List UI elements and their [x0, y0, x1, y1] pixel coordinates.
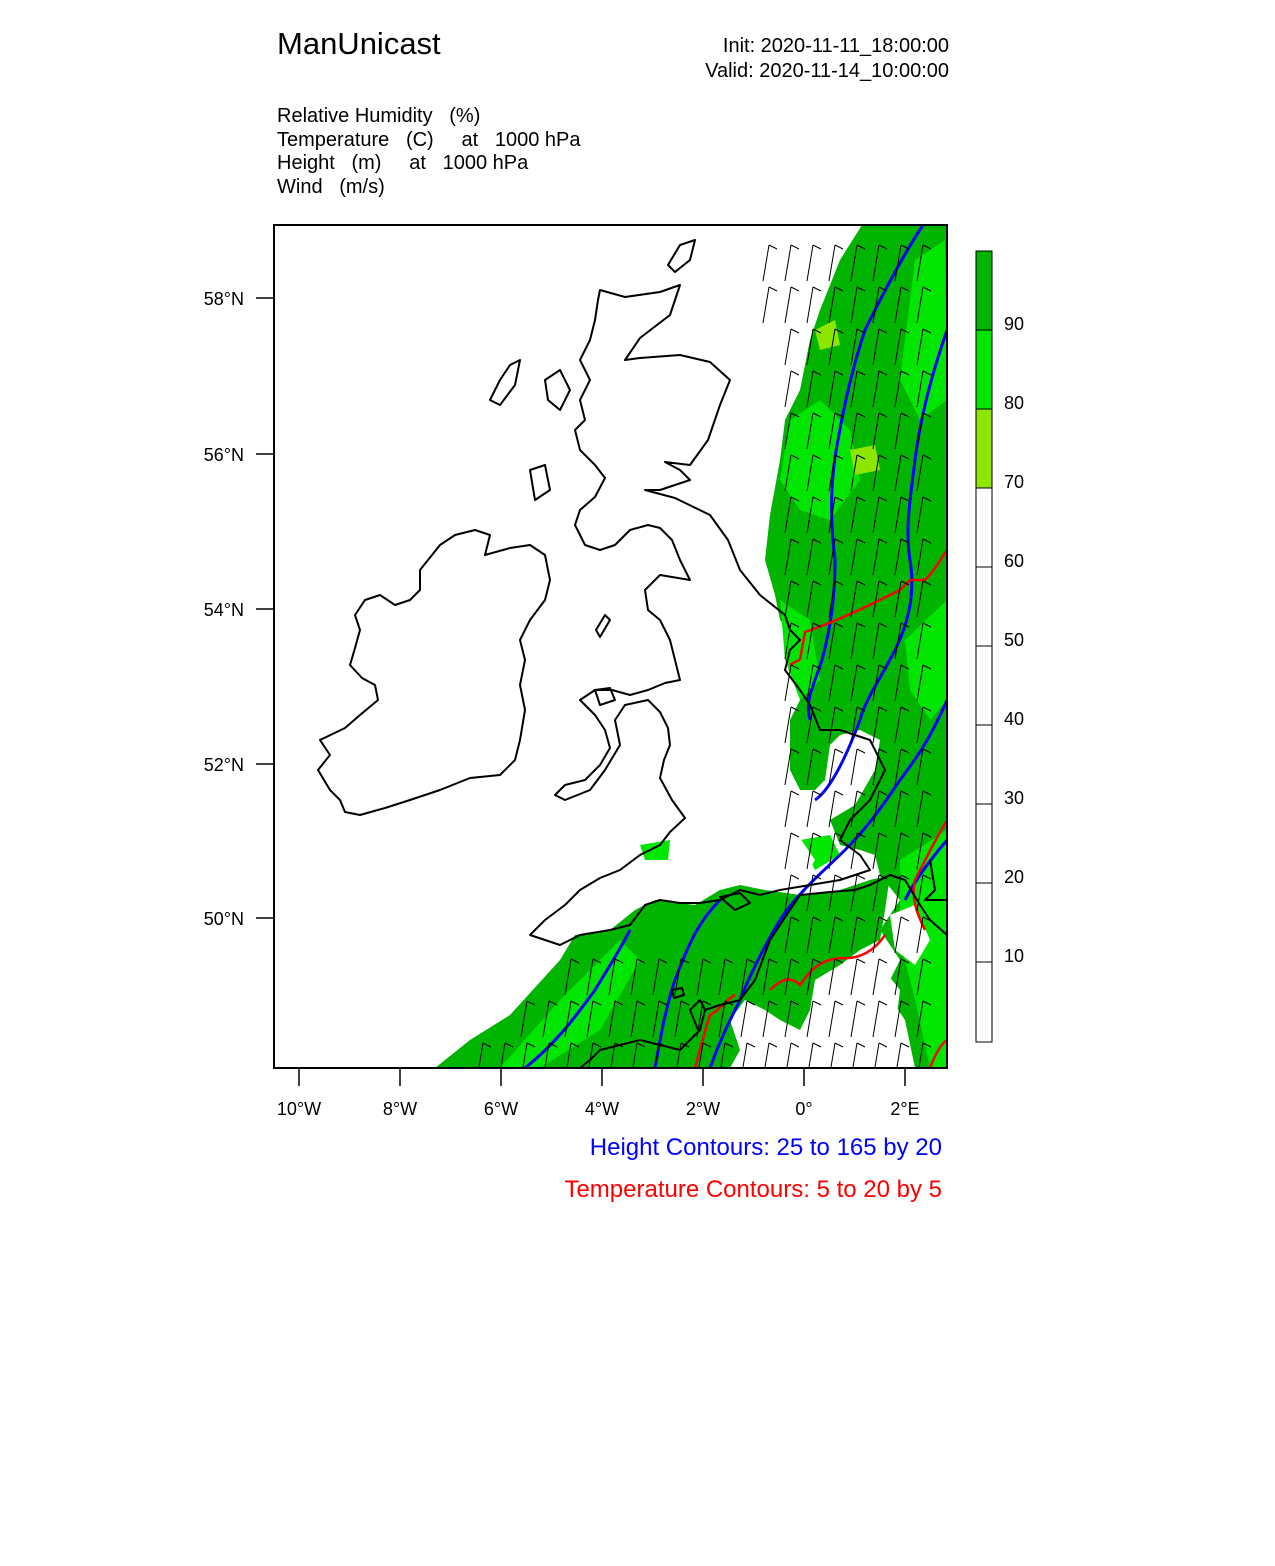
lat-tick-54n: 54°N	[203, 600, 244, 620]
wind-barb	[785, 1043, 799, 1079]
lat-tick-50n: 50°N	[203, 909, 244, 929]
wind-barb	[741, 1001, 755, 1037]
lon-tick-8w: 8°W	[382, 1099, 418, 1119]
wind-barb	[785, 329, 799, 365]
wind-barb	[785, 245, 799, 281]
init-time: Init: 2020-11-11_18:00:00	[722, 35, 949, 57]
wind-barb	[829, 1001, 843, 1037]
colorbar-labels	[1004, 314, 1024, 966]
colorbar-label-70: 70	[1004, 472, 1025, 492]
wind-barb	[763, 245, 777, 281]
field-height: Height (m) at 1000 hPa	[277, 152, 529, 174]
colorbar-label-60: 60	[1004, 551, 1025, 571]
ireland-coast	[318, 530, 550, 815]
rh-fill-90-south	[435, 875, 890, 1068]
field-rh: Relative Humidity (%)	[277, 105, 481, 127]
field-wind: Wind (m/s)	[277, 175, 385, 198]
lon-tick-2e: 2°E	[890, 1099, 920, 1119]
wind-barb	[785, 287, 799, 323]
lon-tick-2w: 2°W	[685, 1099, 721, 1119]
temperature-contour-legend: Temperature Contours: 5 to 20 by 5	[564, 1176, 942, 1203]
colorbar-bin-90plus	[976, 251, 992, 330]
wind-barb	[851, 1043, 865, 1079]
height-contour-legend: Height Contours: 25 to 165 by 20	[589, 1134, 942, 1161]
wind-barb	[785, 791, 799, 827]
valid-time: Valid: 2020-11-14_10:00:00	[705, 60, 949, 82]
rh-fill-80-h	[640, 840, 670, 860]
colorbar-label-30: 30	[1004, 788, 1025, 808]
colorbar-label-40: 40	[1004, 709, 1025, 729]
lon-axis	[299, 1068, 905, 1086]
orkney-coast	[668, 240, 695, 272]
hebrides-coast	[490, 360, 520, 405]
lon-tick-10w: 10°W	[276, 1099, 322, 1119]
wind-barb	[851, 749, 865, 785]
colorbar-label-50: 50	[1004, 630, 1025, 650]
lat-axis	[256, 298, 274, 918]
lat-tick-labels	[204, 289, 244, 929]
field-temperature: Temperature (C) at 1000 hPa	[277, 128, 581, 151]
wind-barb	[763, 1043, 777, 1079]
colorbar-bin-70-80	[976, 409, 992, 488]
lon-tick-6w: 6°W	[483, 1099, 519, 1119]
colorbar-label-10: 10	[1004, 946, 1025, 966]
isle-of-man-coast	[596, 615, 610, 637]
colorbar-bin-80-90	[976, 330, 992, 409]
wind-barb	[873, 1043, 887, 1079]
colorbar-label-90: 90	[1004, 314, 1025, 334]
wind-barb	[895, 1043, 909, 1079]
lon-tick-labels	[277, 1099, 920, 1119]
skye-coast	[545, 370, 570, 410]
model-title: ManUnicast	[277, 26, 441, 61]
lon-tick-0: 0°	[795, 1099, 813, 1119]
lat-tick-56n: 56°N	[203, 445, 244, 465]
lat-tick-58n: 58°N	[203, 289, 244, 309]
lat-tick-52n: 52°N	[203, 755, 244, 775]
colorbar	[976, 251, 1024, 1042]
wind-barb	[807, 1043, 821, 1079]
wind-barb	[829, 1043, 843, 1079]
lon-tick-4w: 4°W	[584, 1099, 620, 1119]
wind-barb	[763, 287, 777, 323]
mull-islay-coast	[530, 465, 550, 500]
map-plot-area	[318, 225, 947, 1079]
colorbar-label-80: 80	[1004, 393, 1025, 413]
wind-barb	[807, 245, 821, 281]
colorbar-label-20: 20	[1004, 867, 1025, 887]
wind-barb	[741, 1043, 755, 1079]
